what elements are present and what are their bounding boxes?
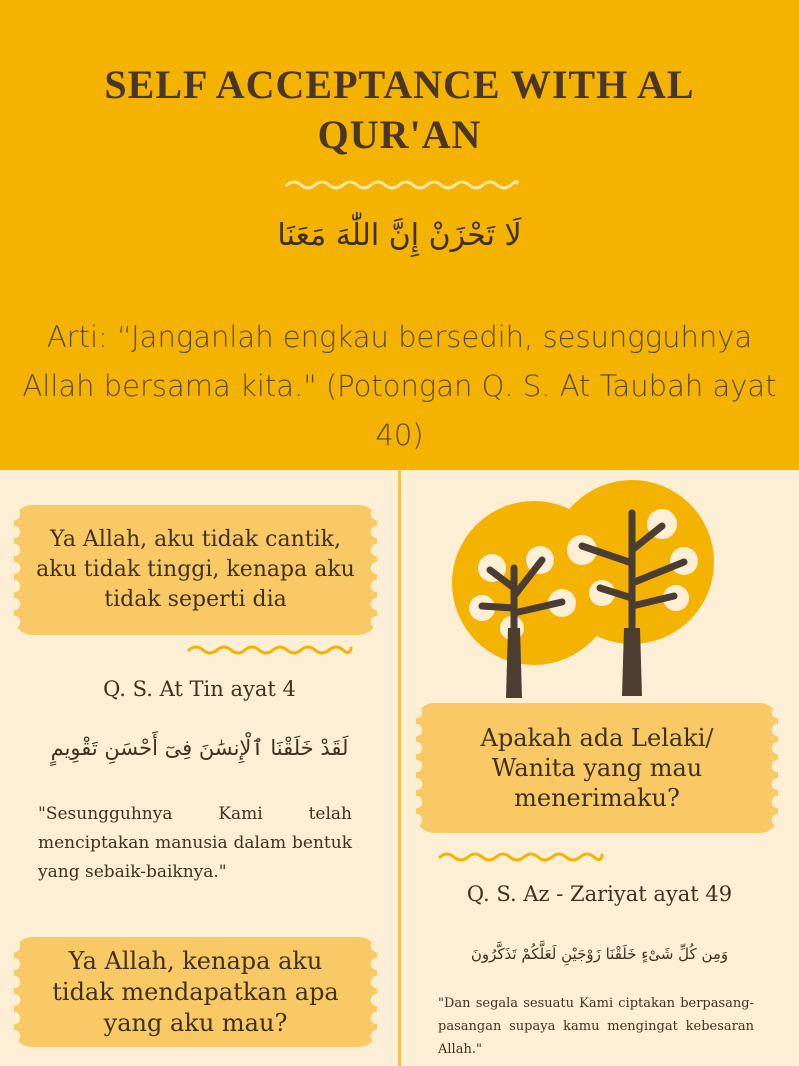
surah-reference: Q. S. At Tin ayat 4 (103, 677, 296, 701)
question-text: Ya Allah, kenapa aku tidak mendapatkan apa yang aku mau? (52, 946, 339, 1037)
ayah-meaning: "Sesungguhnya Kami telah menciptakan manusia dalam bentuk yang sebaik-baiknya." (38, 804, 352, 882)
arabic-ayah: لَقَدْ خَلَقْنَا ٱلْإِنسَٰنَ فِىٓ أَحْسَنِ تَقْوِيمٍ (50, 736, 349, 760)
tree-trunk-large (622, 628, 642, 696)
page-title: SELF ACCEPTANCE WITH AL QUR'AN (104, 62, 695, 157)
tree-trunk-small (506, 628, 522, 698)
question-box-partner (416, 703, 778, 833)
arabic-ayah: وَمِن كُلِّ شَىْءٍ خَلَقْنَا زَوْجَيْنِ لَعَلَّكُمْ تَذَكَّرُونَ (470, 945, 729, 963)
question-text: Ya Allah, aku tidak cantik, aku tidak tinggi, kenapa aku tidak seperti dia (36, 527, 355, 612)
wave-divider (438, 851, 604, 863)
arabic-verse: لَا تَحْزَنْ إِنَّ اللّٰهَ مَعَنَا (277, 218, 522, 253)
ayah-meaning: "Dan segala sesuatu Kami ciptakan berpasang-pasangan supaya kamu mengingat kebesaran Allah." (438, 996, 754, 1057)
trees-illustration (452, 478, 722, 703)
title-wave-divider (285, 179, 519, 191)
question-box-wishes (14, 937, 377, 1047)
wave-divider (187, 644, 353, 656)
verse-translation: Arti: “Janganlah engkau bersedih, sesungguhnya Allah bersama kita." (Potongan Q. S. At Taubah ayat 40) (22, 320, 777, 452)
question-box-appearance (14, 505, 377, 635)
header-banner (0, 0, 799, 470)
question-text: Apakah ada Lelaki/ Wanita yang mau menerimaku? (480, 724, 714, 812)
column-divider (398, 470, 401, 1066)
surah-reference: Q. S. Az - Zariyat ayat 49 (466, 882, 733, 906)
